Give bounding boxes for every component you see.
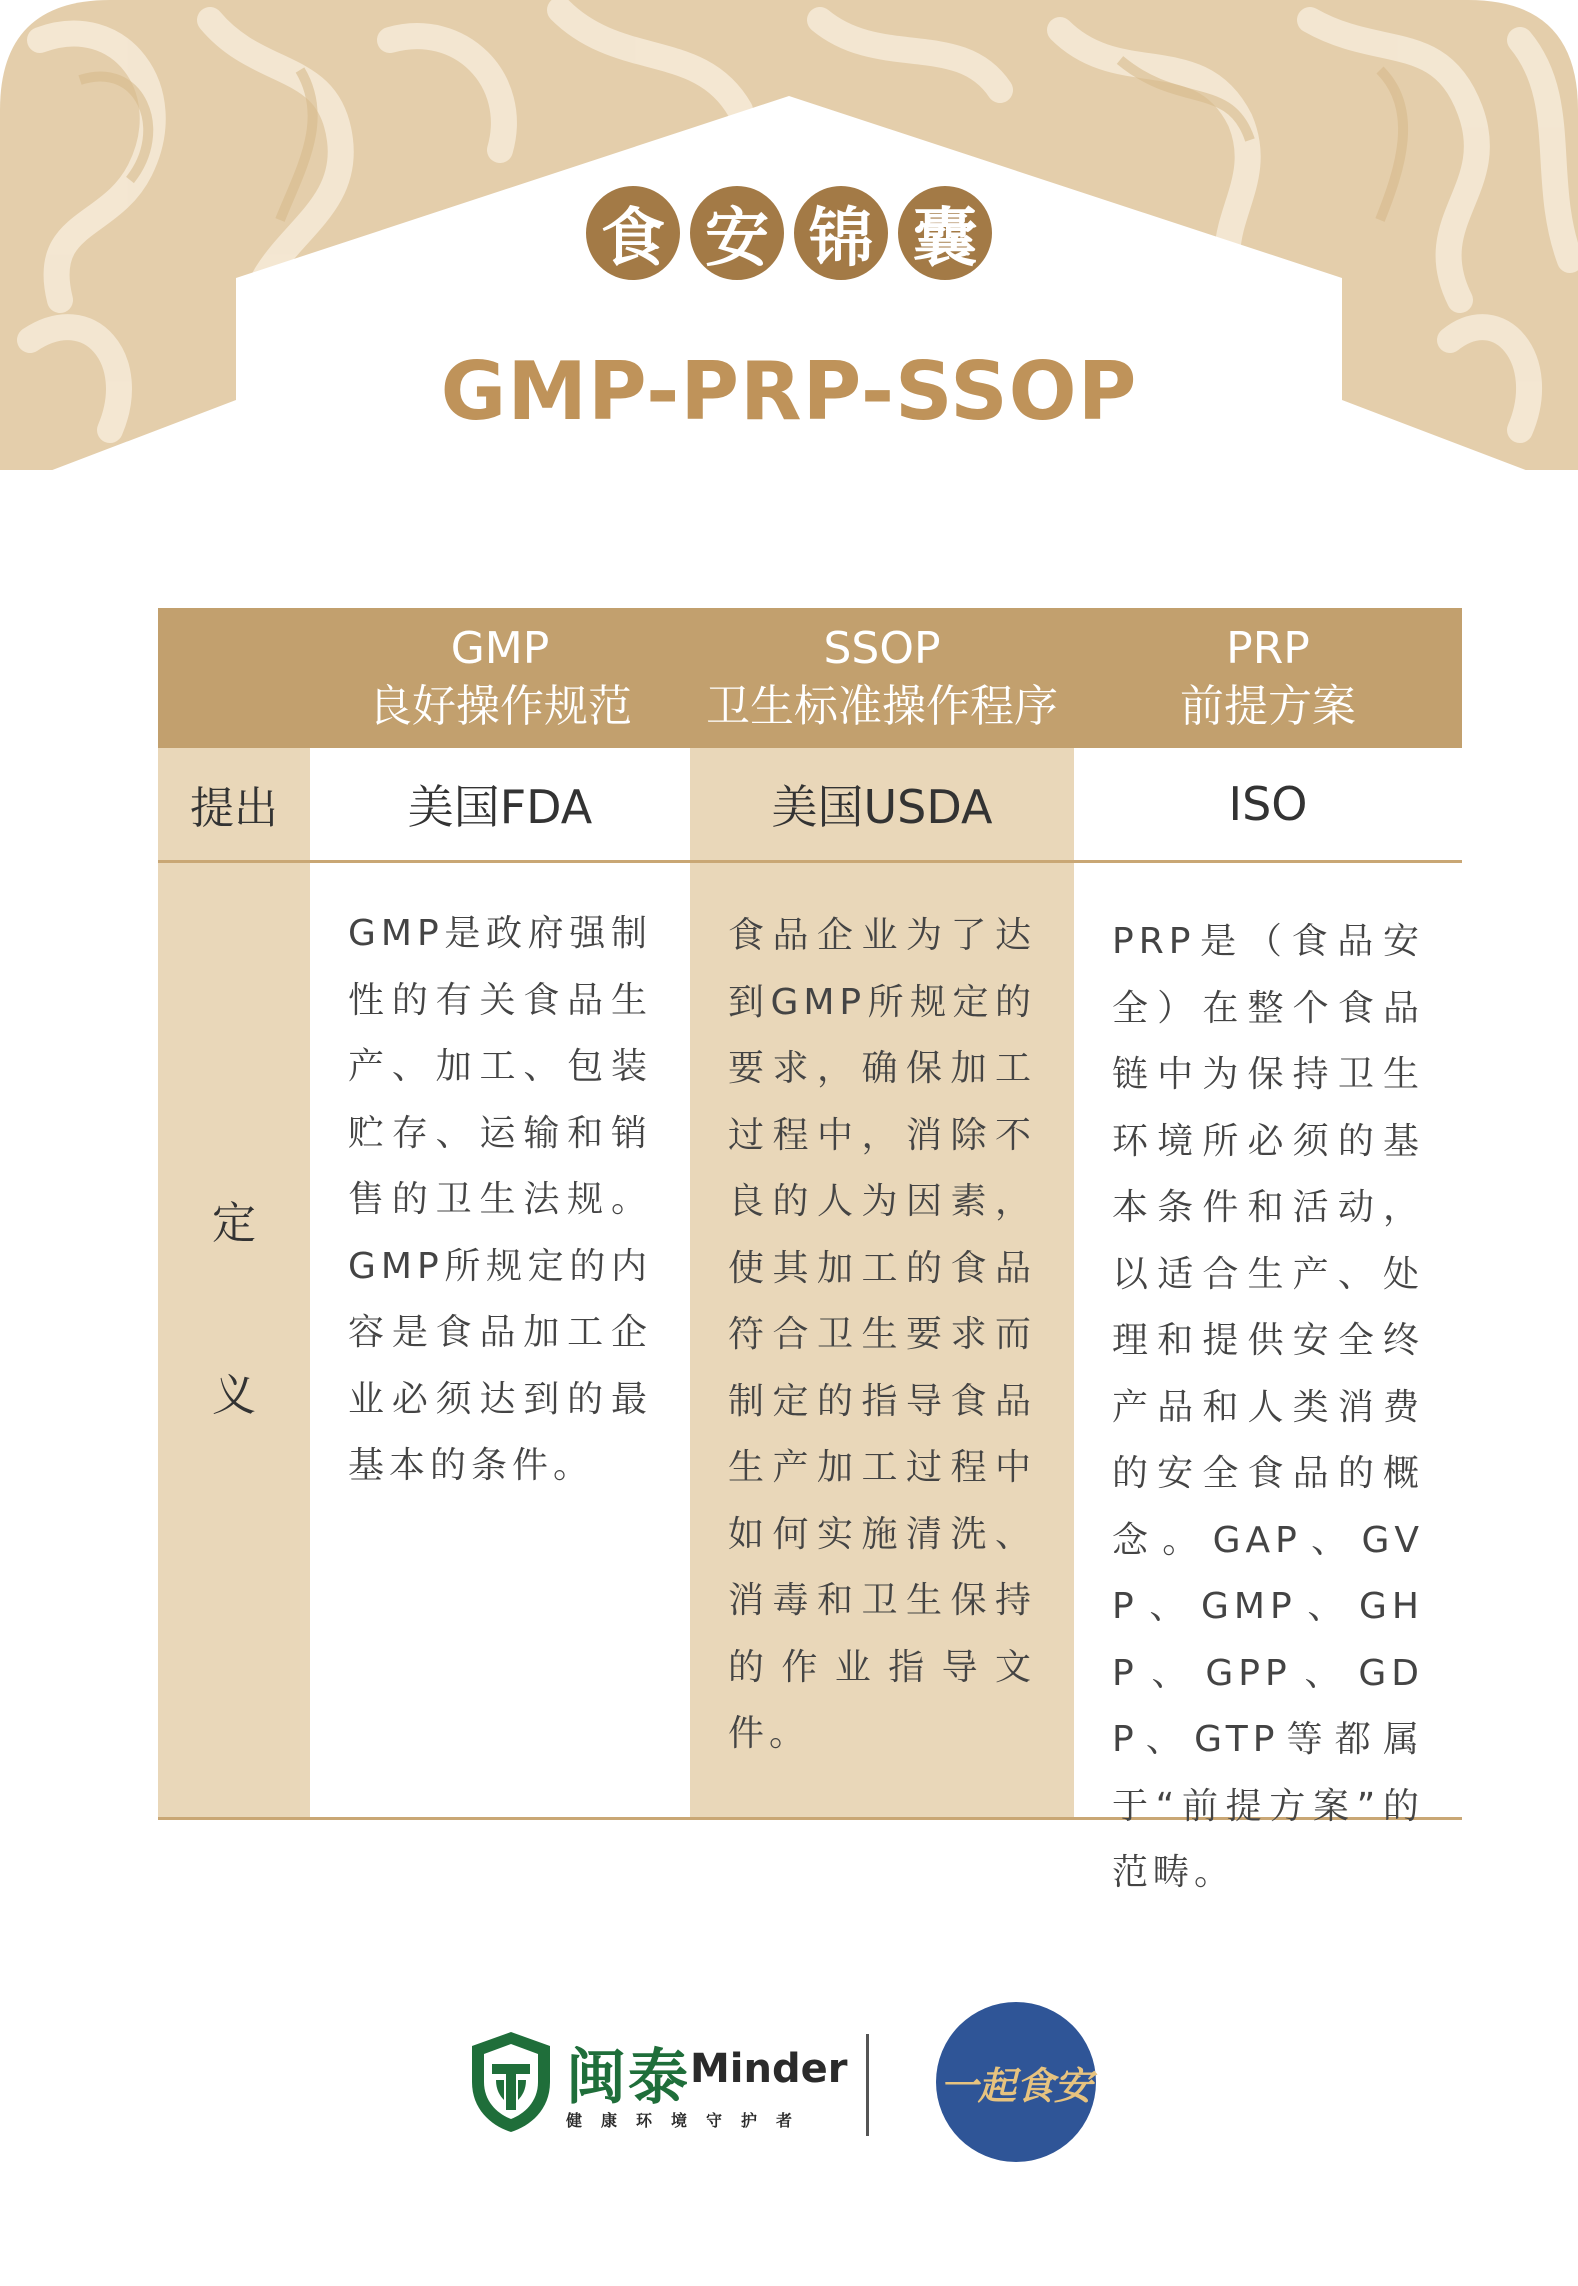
table-row-definition — [158, 863, 1462, 1893]
brand-name-en: Minder — [690, 2046, 848, 2092]
footer-divider — [866, 2034, 869, 2136]
brand-name-cn: 闽泰 — [566, 2043, 690, 2113]
header-abbr: SSOP — [823, 623, 941, 674]
header-corner-cell — [158, 608, 310, 748]
footer-logos — [0, 2000, 1578, 2200]
row-label-char: 义 — [212, 1370, 256, 1421]
header-name: 前提方案 — [1180, 681, 1356, 732]
definition-cell-gmp: GMP是政府强制性的有关食品生产、加工、包装贮存、运输和销售的卫生法规。GMP所规定的内容是食品加工企业必须达到的最基本的条件。 — [310, 863, 690, 1817]
row-label-propose: 提出 — [158, 748, 310, 860]
propose-cell-gmp: 美国FDA — [310, 748, 690, 860]
propose-cell-ssop: 美国USDA — [690, 748, 1074, 860]
header-abbr: PRP — [1226, 623, 1310, 674]
badge-char: 食 — [582, 182, 684, 284]
brand-tagline: 健康环境守护者 — [566, 2111, 812, 2130]
propose-cell-prp: ISO — [1074, 748, 1462, 860]
table-row-propose — [158, 748, 1462, 863]
badge-char: 安 — [686, 182, 788, 284]
partner-logo-text: 一起食安 — [939, 2062, 1092, 2108]
header-cell-ssop — [690, 608, 1074, 748]
row-label-definition — [158, 863, 310, 1817]
definition-cell-ssop: 食品企业为了达到GMP所规定的要求，确保加工过程中，消除不良的人为因素，使其加工的食品符合卫生要求而制定的指导食品生产加工过程中如何实施清洗、消毒和卫生保持的作业指导文件。 — [690, 863, 1074, 1817]
header-abbr: GMP — [450, 623, 550, 674]
header-name: 卫生标准操作程序 — [706, 681, 1058, 732]
minder-shield-logo-icon — [468, 2030, 554, 2134]
page-title: GMP-PRP-SSOP — [440, 345, 1138, 438]
row-label-char: 定 — [212, 1198, 256, 1249]
header-name: 良好操作规范 — [368, 681, 632, 732]
badge-char: 锦 — [790, 182, 892, 284]
table-header-row — [158, 608, 1462, 748]
header-cell-gmp — [310, 608, 690, 748]
title-badge — [582, 182, 996, 284]
partner-circle-logo — [936, 2002, 1096, 2162]
badge-char: 囊 — [894, 182, 996, 284]
comparison-table — [158, 608, 1462, 1893]
header-cell-prp — [1074, 608, 1462, 748]
definition-cell-prp: PRP是（食品安全）在整个食品链中为保持卫生环境所必须的基本条件和活动，以适合生产、处理和提供安全终产品和人类消费的安全食品的概念。GAP、GVP、GMP、GHP、GPP、GDP、GTP等都属于“前提方案”的范畴。 — [1074, 863, 1462, 1817]
